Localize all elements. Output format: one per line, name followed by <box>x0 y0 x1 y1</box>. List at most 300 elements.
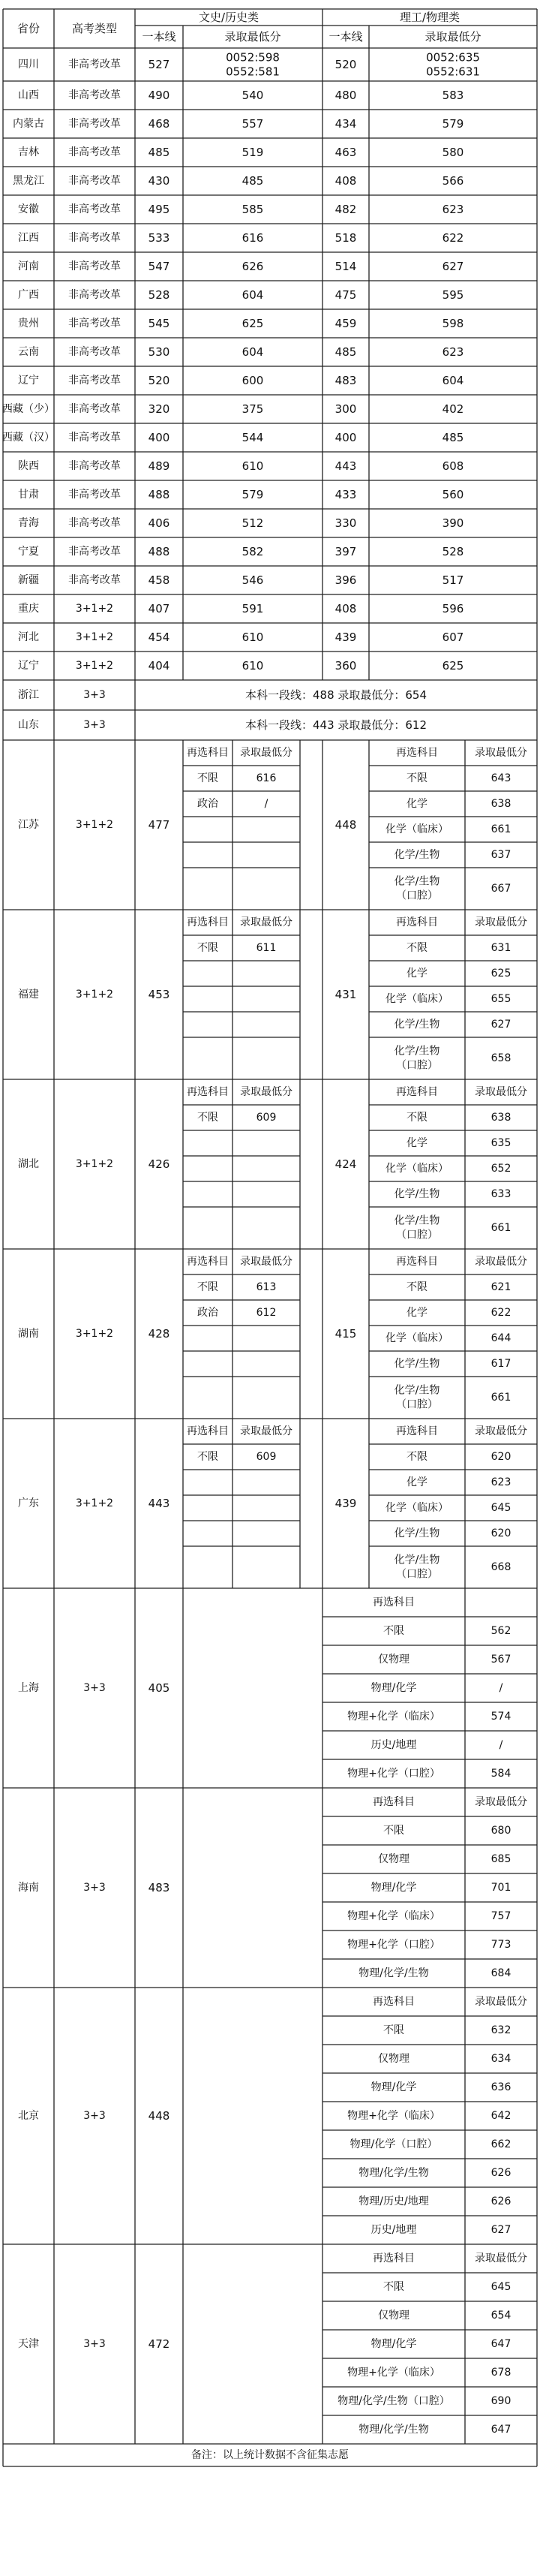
province-name: 安徽 <box>18 203 39 215</box>
sci-subject-score: 录取最低分 <box>475 1256 527 1268</box>
sci-subject-score: 录取最低分 <box>475 747 527 759</box>
arts-first-line: 520 <box>148 374 170 387</box>
exam-type: 非高考改革 <box>68 260 121 272</box>
subject-combination: 物理/化学/生物 <box>358 2167 429 2179</box>
sci-first-line: 475 <box>334 288 357 302</box>
combination-min-score: 642 <box>490 2110 512 2122</box>
arts-min-score: 616 <box>242 231 264 245</box>
first-line-score: 483 <box>148 1881 170 1894</box>
sci-subject-score: 638 <box>490 798 512 810</box>
subject-combination: 不限 <box>383 2281 404 2293</box>
sci-subject-score: 625 <box>490 968 512 980</box>
combination-min-score: 562 <box>490 1625 512 1637</box>
combination-min-score: 685 <box>490 1853 512 1865</box>
arts-subject: 再选科目 <box>187 1425 229 1437</box>
arts-subject-score: / <box>264 798 268 810</box>
subject-combination: 物理/化学 <box>370 1882 417 1894</box>
arts-subject-score: 609 <box>256 1112 277 1124</box>
sci-first-line: 400 <box>334 431 357 444</box>
arts-subject-score: 612 <box>256 1307 277 1319</box>
arts-min-score: 579 <box>242 488 264 501</box>
arts-subject: 再选科目 <box>187 916 229 928</box>
sci-first-line: 431 <box>334 988 357 1001</box>
header-sci-first-line: 一本线 <box>328 30 363 44</box>
sci-first-line: 485 <box>334 345 357 359</box>
header-province: 省份 <box>16 22 40 35</box>
sci-subject: 化学/生物（口腔） <box>394 1554 440 1581</box>
sci-subject-score: 录取最低分 <box>475 916 527 928</box>
arts-subject-score: 录取最低分 <box>240 1086 292 1098</box>
subject-combination: 物理/化学/生物 <box>358 1967 429 1979</box>
arts-first-line: 428 <box>148 1327 170 1341</box>
combination-min-score: 662 <box>490 2138 512 2150</box>
arts-subject-score: 609 <box>256 1451 277 1463</box>
exam-type: 非高考改革 <box>68 346 121 358</box>
arts-min-score: 600 <box>242 374 264 387</box>
arts-min-score: 610 <box>242 459 264 473</box>
sci-subject: 化学（临床） <box>386 1163 448 1175</box>
sci-min-score: 607 <box>442 630 464 644</box>
first-line-score: 448 <box>148 2109 170 2123</box>
sci-subject: 不限 <box>406 1112 428 1124</box>
arts-first-line: 426 <box>148 1157 170 1171</box>
exam-type: 非高考改革 <box>68 546 121 558</box>
combination-min-score: 627 <box>490 2224 512 2236</box>
sci-min-score: 560 <box>442 488 464 501</box>
arts-min-score: 546 <box>242 573 264 587</box>
arts-subject: 不限 <box>197 772 218 784</box>
sci-min-score: 596 <box>442 602 464 615</box>
arts-first-line: 453 <box>148 988 170 1001</box>
sci-subject-score: 667 <box>490 883 512 895</box>
sci-subject: 再选科目 <box>396 747 438 759</box>
subject-combination: 仅物理 <box>378 2053 410 2065</box>
first-line-score: 405 <box>148 1681 170 1695</box>
sci-subject: 化学/生物 <box>394 1527 440 1539</box>
sci-subject: 化学 <box>406 1307 428 1319</box>
arts-first-line: 485 <box>148 146 170 159</box>
province-name: 黑龙江 <box>13 175 44 187</box>
sci-subject-score: 644 <box>490 1332 512 1344</box>
sci-subject: 化学 <box>406 1137 428 1149</box>
sci-subject-score: 655 <box>490 993 512 1005</box>
arts-subject-score: 录取最低分 <box>240 747 292 759</box>
subject-combination: 仅物理 <box>378 1853 410 1865</box>
sci-subject-score: 635 <box>490 1137 512 1149</box>
province-name: 江苏 <box>18 819 39 831</box>
arts-subject: 再选科目 <box>187 1256 229 1268</box>
exam-type: 非高考改革 <box>68 59 121 71</box>
sci-min-score: 623 <box>442 345 464 359</box>
exam-type: 非高考改革 <box>68 517 121 529</box>
sci-first-line: 480 <box>334 89 357 102</box>
province-name: 内蒙古 <box>13 118 44 130</box>
subject-combination: 物理+化学（临床） <box>347 1910 440 1922</box>
subject-combination: 物理/化学 <box>370 2081 417 2093</box>
province-name: 山西 <box>18 89 39 101</box>
arts-first-line: 458 <box>148 573 170 587</box>
sci-subject: 再选科目 <box>396 1256 438 1268</box>
arts-first-line: 527 <box>148 58 170 71</box>
province-name: 重庆 <box>18 603 39 615</box>
exam-type: 3+1+2 <box>75 989 114 1001</box>
arts-min-score: 626 <box>242 260 264 273</box>
arts-subject: 再选科目 <box>187 1086 229 1098</box>
arts-min-score: 591 <box>242 602 264 615</box>
sci-subject-score: 620 <box>490 1527 512 1539</box>
sci-subject: 化学 <box>406 968 428 980</box>
sci-subject-score: 录取最低分 <box>475 1425 527 1437</box>
arts-subject-score: 616 <box>256 772 277 784</box>
arts-subject: 不限 <box>197 1281 218 1293</box>
province-name: 吉林 <box>18 146 39 158</box>
sci-subject-score: 622 <box>490 1307 512 1319</box>
province-name: 江西 <box>18 232 39 244</box>
arts-subject-score: 611 <box>256 942 277 954</box>
province-name: 四川 <box>18 59 39 71</box>
arts-min-score: 604 <box>242 345 264 359</box>
sci-first-line: 518 <box>334 231 357 245</box>
sci-first-line: 396 <box>334 573 357 587</box>
province-name: 河北 <box>18 631 39 643</box>
sci-first-line: 415 <box>334 1327 357 1341</box>
sci-subject: 化学/生物（口腔） <box>394 1214 440 1241</box>
arts-subject-score: 613 <box>256 1281 277 1293</box>
combination-min-score: 678 <box>490 2367 512 2379</box>
arts-first-line: 488 <box>148 545 170 558</box>
sci-first-line: 408 <box>334 174 357 188</box>
combination-min-score: 757 <box>490 1910 512 1922</box>
subject-combination: 物理/化学（口腔） <box>350 2138 438 2150</box>
sci-subject-score: 661 <box>490 1392 512 1404</box>
merged-score-text: 本科一段线：443 录取最低分：612 <box>244 718 428 732</box>
sci-first-line: 360 <box>334 659 357 673</box>
combination-min-score: 645 <box>490 2281 512 2293</box>
province-name: 广东 <box>18 1497 39 1509</box>
arts-first-line: 320 <box>148 402 170 416</box>
sci-min-score: 622 <box>442 231 464 245</box>
sci-first-line: 483 <box>334 374 357 387</box>
combination-min-score: 632 <box>490 2024 512 2036</box>
subject-combination: 物理+化学（临床） <box>347 1711 440 1723</box>
exam-type: 非高考改革 <box>68 289 121 301</box>
exam-type: 非高考改革 <box>68 574 121 586</box>
sci-first-line: 443 <box>334 459 357 473</box>
sci-first-line: 300 <box>334 402 357 416</box>
sci-subject: 再选科目 <box>396 1086 438 1098</box>
header-sci-min-score: 录取最低分 <box>424 30 482 44</box>
sci-min-score: 595 <box>442 288 464 302</box>
subject-combination: 再选科目 <box>373 1796 415 1808</box>
sci-first-line: 459 <box>334 317 357 330</box>
exam-type: 非高考改革 <box>68 317 121 330</box>
sci-first-line: 408 <box>334 602 357 615</box>
province-name: 辽宁 <box>18 375 39 387</box>
subject-combination: 不限 <box>383 1825 404 1837</box>
sci-subject-score: 620 <box>490 1451 512 1463</box>
exam-type: 非高考改革 <box>68 118 121 130</box>
province-name: 贵州 <box>18 317 39 330</box>
sci-subject: 再选科目 <box>396 1425 438 1437</box>
sci-min-score: 627 <box>442 260 464 273</box>
arts-first-line: 407 <box>148 602 170 615</box>
province-name: 广西 <box>18 289 39 301</box>
header-arts-min-score: 录取最低分 <box>224 30 281 44</box>
arts-subject: 不限 <box>197 1451 218 1463</box>
subject-combination: 历史/地理 <box>370 2224 417 2236</box>
sci-min-score: 623 <box>442 203 464 216</box>
province-name: 上海 <box>18 1682 39 1694</box>
exam-type: 3+3 <box>83 2338 106 2350</box>
subject-combination: 物理/化学/生物 <box>358 2424 429 2436</box>
sci-subject-score: 637 <box>490 849 512 861</box>
combination-min-score: 录取最低分 <box>475 1796 527 1808</box>
sci-subject: 化学/生物（口腔） <box>394 875 440 902</box>
sci-subject-score: 617 <box>490 1358 512 1370</box>
province-name: 西藏（少） <box>2 403 55 415</box>
sci-min-score: 402 <box>442 402 464 416</box>
sci-subject: 化学/生物 <box>394 1358 440 1370</box>
subject-combination: 物理/化学 <box>370 1682 417 1694</box>
subject-combination: 不限 <box>383 1625 404 1637</box>
exam-type: 非高考改革 <box>68 460 121 472</box>
sci-min-score: 517 <box>442 573 464 587</box>
arts-first-line: 400 <box>148 431 170 444</box>
combination-min-score: 574 <box>490 1711 512 1723</box>
arts-subject: 政治 <box>197 1307 218 1319</box>
arts-subject-score: 录取最低分 <box>240 1425 292 1437</box>
sci-min-score: 0052:635 0552:631 <box>426 50 480 79</box>
sci-subject: 再选科目 <box>396 916 438 928</box>
exam-type: 3+1+2 <box>75 603 114 615</box>
subject-combination: 不限 <box>383 2024 404 2036</box>
exam-type: 3+1+2 <box>75 660 114 672</box>
province-name: 北京 <box>18 2110 39 2122</box>
exam-type: 3+3 <box>83 689 106 701</box>
sci-subject-score: 631 <box>490 942 512 954</box>
sci-min-score: 528 <box>442 545 464 558</box>
sci-first-line: 514 <box>334 260 357 273</box>
combination-min-score: 647 <box>490 2338 512 2350</box>
subject-combination: 仅物理 <box>378 1654 410 1666</box>
sci-first-line: 439 <box>334 630 357 644</box>
combination-min-score: 701 <box>490 1882 512 1894</box>
sci-first-line: 482 <box>334 203 357 216</box>
sci-subject: 化学/生物（口腔） <box>394 1384 440 1411</box>
sci-subject-score: 621 <box>490 1281 512 1293</box>
sci-subject-score: 645 <box>490 1502 512 1514</box>
subject-combination: 历史/地理 <box>370 1739 417 1751</box>
arts-first-line: 489 <box>148 459 170 473</box>
combination-min-score: 录取最低分 <box>475 1996 527 2008</box>
subject-combination: 再选科目 <box>373 1996 415 2008</box>
combination-min-score: 654 <box>490 2310 512 2322</box>
exam-type: 非高考改革 <box>68 432 121 444</box>
province-name: 河南 <box>18 260 39 272</box>
arts-min-score: 604 <box>242 288 264 302</box>
subject-combination: 物理+化学（临床） <box>347 2367 440 2379</box>
exam-type: 3+3 <box>83 1682 106 1694</box>
arts-subject: 不限 <box>197 942 218 954</box>
sci-subject-score: 633 <box>490 1188 512 1200</box>
sci-first-line: 463 <box>334 146 357 159</box>
sci-first-line: 330 <box>334 516 357 530</box>
header-exam-type: 高考类型 <box>71 22 118 35</box>
combination-min-score: 636 <box>490 2081 512 2093</box>
exam-type: 3+3 <box>83 2110 106 2122</box>
arts-first-line: 530 <box>148 345 170 359</box>
arts-first-line: 495 <box>148 203 170 216</box>
province-name: 青海 <box>18 517 39 529</box>
arts-first-line: 545 <box>148 317 170 330</box>
subject-combination: 再选科目 <box>373 2252 415 2265</box>
sci-subject: 化学/生物 <box>394 1188 440 1200</box>
first-line-score: 472 <box>148 2337 170 2351</box>
sci-subject-score: 627 <box>490 1019 512 1031</box>
sci-subject: 化学（临床） <box>386 993 448 1005</box>
province-name: 宁夏 <box>18 546 39 558</box>
sci-first-line: 520 <box>334 58 357 71</box>
arts-min-score: 375 <box>242 402 264 416</box>
combination-min-score: 626 <box>490 2167 512 2179</box>
arts-first-line: 488 <box>148 488 170 501</box>
sci-min-score: 604 <box>442 374 464 387</box>
sci-first-line: 397 <box>334 545 357 558</box>
subject-combination: 物理/历史/地理 <box>358 2195 429 2207</box>
sci-subject-score: 661 <box>490 823 512 835</box>
combination-min-score: 634 <box>490 2053 512 2065</box>
arts-min-score: 544 <box>242 431 264 444</box>
sci-min-score: 625 <box>442 659 464 673</box>
arts-subject-score: 录取最低分 <box>240 1256 292 1268</box>
sci-min-score: 390 <box>442 516 464 530</box>
arts-min-score: 512 <box>242 516 264 530</box>
province-name: 浙江 <box>18 689 39 701</box>
exam-type: 3+1+2 <box>75 631 114 643</box>
arts-first-line: 443 <box>148 1497 170 1510</box>
sci-first-line: 424 <box>334 1157 357 1171</box>
sci-subject: 化学（临床） <box>386 1502 448 1514</box>
sci-subject: 不限 <box>406 942 428 954</box>
exam-type: 非高考改革 <box>68 232 121 244</box>
exam-type: 非高考改革 <box>68 489 121 501</box>
combination-min-score: 684 <box>490 1967 512 1979</box>
sci-subject-score: 652 <box>490 1163 512 1175</box>
merged-score-text: 本科一段线：488 录取最低分：654 <box>244 688 428 702</box>
arts-min-score: 625 <box>242 317 264 330</box>
sci-min-score: 598 <box>442 317 464 330</box>
sci-first-line: 448 <box>334 818 357 832</box>
sci-subject: 化学 <box>406 1476 428 1488</box>
arts-min-score: 610 <box>242 630 264 644</box>
sci-subject: 化学（临床） <box>386 1332 448 1344</box>
province-name: 陕西 <box>18 460 39 472</box>
sci-min-score: 608 <box>442 459 464 473</box>
sci-min-score: 583 <box>442 89 464 102</box>
sci-first-line: 433 <box>334 488 357 501</box>
sci-subject-score: 录取最低分 <box>475 1086 527 1098</box>
province-name: 湖北 <box>18 1158 39 1170</box>
exam-type: 非高考改革 <box>68 89 121 101</box>
combination-min-score: 567 <box>490 1654 512 1666</box>
sci-subject-score: 643 <box>490 772 512 784</box>
subject-combination: 物理/化学/生物（口腔） <box>338 2395 450 2407</box>
sci-min-score: 580 <box>442 146 464 159</box>
arts-first-line: 430 <box>148 174 170 188</box>
exam-type: 非高考改革 <box>68 403 121 415</box>
exam-type: 3+1+2 <box>75 1328 114 1340</box>
exam-type: 非高考改革 <box>68 175 121 187</box>
province-name: 新疆 <box>18 574 39 586</box>
sci-subject-score: 658 <box>490 1052 512 1064</box>
arts-first-line: 468 <box>148 117 170 131</box>
combination-min-score: / <box>499 1682 503 1694</box>
arts-first-line: 547 <box>148 260 170 273</box>
arts-subject-score: 录取最低分 <box>240 916 292 928</box>
sci-subject-score: 668 <box>490 1561 512 1573</box>
province-name: 福建 <box>18 989 39 1001</box>
combination-min-score: 录取最低分 <box>475 2252 527 2265</box>
header-science: 理工/物理类 <box>399 11 460 24</box>
sci-min-score: 566 <box>442 174 464 188</box>
province-name: 海南 <box>18 1882 39 1894</box>
exam-type: 3+3 <box>83 719 106 731</box>
combination-min-score: 680 <box>490 1825 512 1837</box>
combination-min-score: 626 <box>490 2195 512 2207</box>
province-name: 云南 <box>18 346 39 358</box>
province-name: 西藏（汉） <box>2 432 55 444</box>
subject-combination: 物理+化学（口腔） <box>347 1939 440 1951</box>
exam-type: 非高考改革 <box>68 375 121 387</box>
arts-first-line: 528 <box>148 288 170 302</box>
arts-first-line: 406 <box>148 516 170 530</box>
sci-min-score: 579 <box>442 117 464 131</box>
exam-type: 非高考改革 <box>68 146 121 158</box>
exam-type: 3+1+2 <box>75 1158 114 1170</box>
combination-min-score: 647 <box>490 2424 512 2436</box>
arts-first-line: 454 <box>148 630 170 644</box>
sci-first-line: 439 <box>334 1497 357 1510</box>
sci-subject: 化学/生物（口腔） <box>394 1045 440 1072</box>
province-name: 山东 <box>18 719 39 731</box>
province-name: 湖南 <box>18 1328 39 1340</box>
combination-min-score: 773 <box>490 1939 512 1951</box>
sci-subject: 不限 <box>406 1451 428 1463</box>
exam-type: 3+1+2 <box>75 1497 114 1509</box>
arts-subject: 再选科目 <box>187 747 229 759</box>
province-name: 辽宁 <box>18 660 39 672</box>
arts-min-score: 485 <box>242 174 264 188</box>
exam-type: 3+1+2 <box>75 819 114 831</box>
subject-combination: 物理+化学（口腔） <box>347 1768 440 1780</box>
arts-min-score: 540 <box>242 89 264 102</box>
exam-type: 3+3 <box>83 1882 106 1894</box>
sci-subject-score: 623 <box>490 1476 512 1488</box>
arts-min-score: 585 <box>242 203 264 216</box>
arts-subject: 不限 <box>197 1112 218 1124</box>
arts-min-score: 519 <box>242 146 264 159</box>
province-name: 天津 <box>18 2338 39 2350</box>
header-arts-first-line: 一本线 <box>142 30 176 44</box>
arts-first-line: 477 <box>148 818 170 832</box>
footer-note: 备注：以上统计数据不含征集志愿 <box>191 2449 349 2461</box>
arts-min-score: 582 <box>242 545 264 558</box>
sci-subject: 化学 <box>406 798 428 810</box>
sci-subject: 化学（临床） <box>386 823 448 835</box>
header-arts: 文史/历史类 <box>198 11 260 24</box>
arts-subject: 政治 <box>197 798 218 810</box>
sci-subject: 不限 <box>406 1281 428 1293</box>
